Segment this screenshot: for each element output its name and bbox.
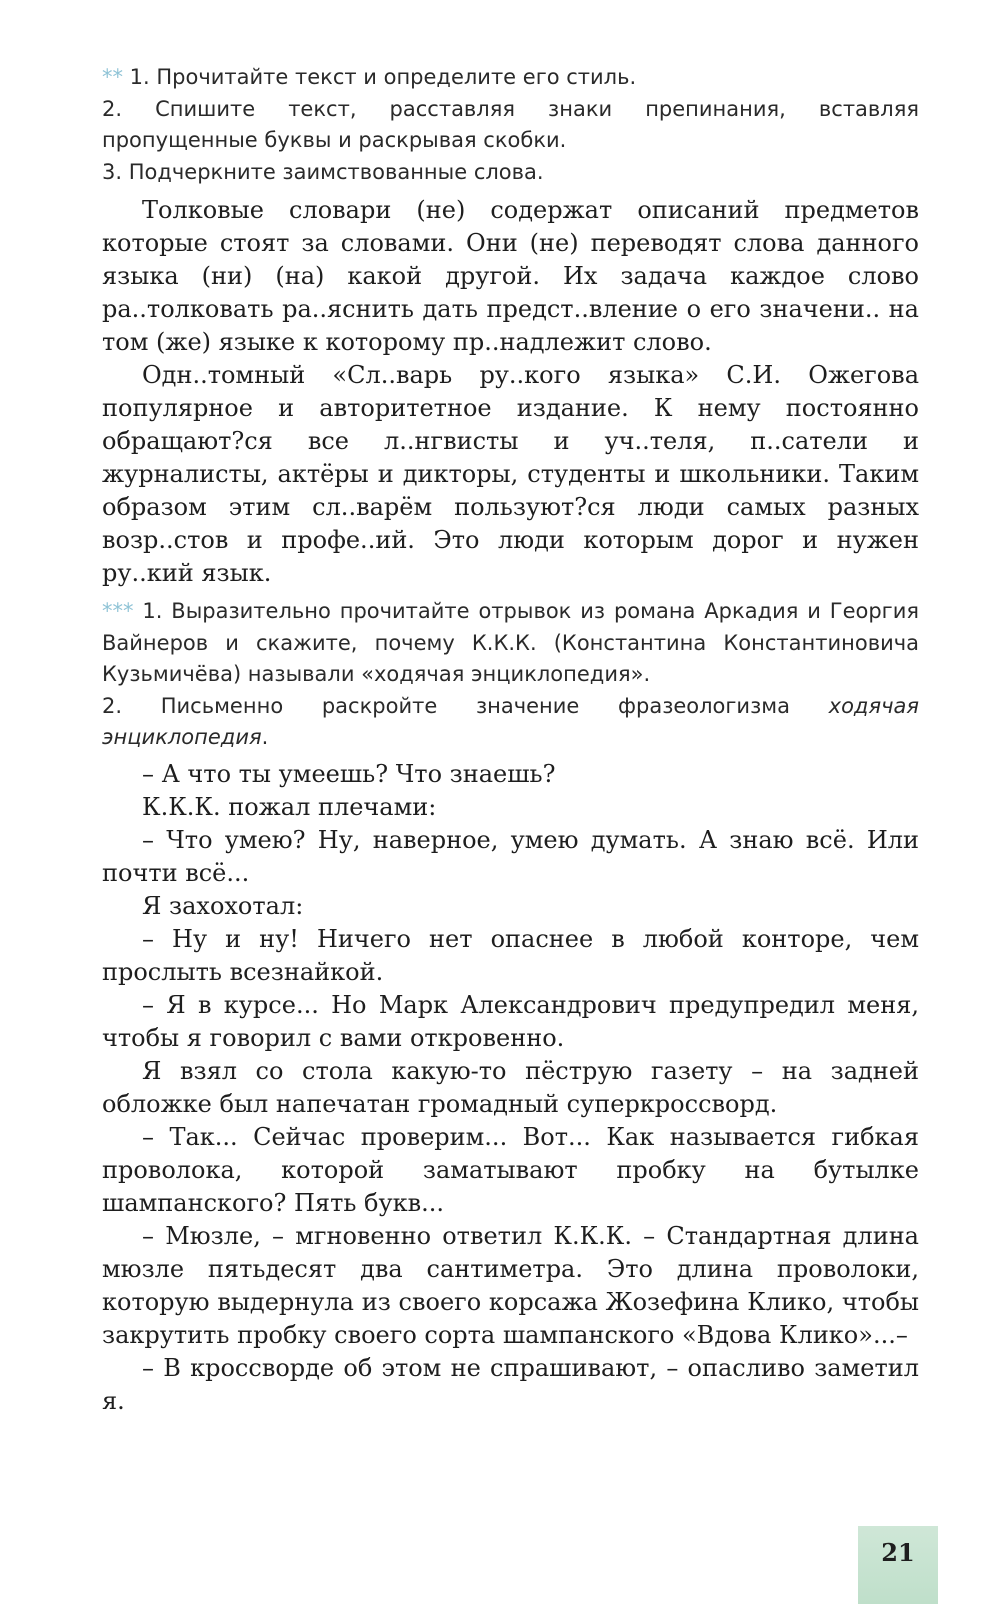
excerpt-line: – Я в курсе... Но Марк Александрович предупредил меня, чтобы я говорил с вами откровенно. [102,990,919,1052]
task-2-line-2: 2. Письменно раскройте значение фразеологизма ходячая энциклопедия. [102,693,919,749]
page-content [102,62,919,1418]
excerpt-line: – А что ты умеешь? Что знаешь? [142,759,556,788]
task-1-line-2: 2. Спишите текст, расставляя знаки препинания, вставляя пропущенные буквы и раскрывая скобки. [102,96,919,152]
phraseologism: ходячая энциклопедия [102,693,919,749]
excerpt-line: – Ну и ну! Ничего нет опаснее в любой конторе, чем прослыть всезнайкой. [102,924,919,986]
page-number: 21 [858,1526,938,1604]
excerpt-line: – Так... Сейчас проверим... Вот... Как называется гибкая проволока, которой заматывают пробку на бутылке шампанского? Пять букв... [102,1122,919,1217]
difficulty-stars: ** [102,65,123,89]
excerpt-line: Я захохотал: [142,891,304,920]
excerpt-line: – В кроссворде об этом не спрашивают, – опасливо заметил я. [102,1353,919,1415]
text-paragraph: Одн..томный «Сл..варь ру..кого языка» С.И. Ожегова популярное и авторитетное издание. К нему постоянно обращают?ся все л..нгвисты и уч..теля, п..сатели и журналисты, актёры и дикторы, студенты и школьники. Таким образом этим сл..варём пользуют?ся люди самых разных возр..стов и профе..ий. Это люди которым дорог и нужен ру..кий язык. [102,361,919,587]
text-paragraph: Толковые словари (не) содержат описаний предметов которые стоят за словами. Они (не) переводят слова данного языка (ни) (на) какой другой. Их задача каждое слово ра..толковать ра..яснить дать предст..вление о его значени.. на том (же) языке к которому пр..надлежит слово. [102,196,919,356]
task-1-line-3: 3. Подчеркните заимствованные слова. [102,159,544,184]
excerpt-line: – Что умею? Ну, наверное, умею думать. А знаю всё. Или почти всё... [102,825,919,887]
task-1-line-1: ** 1. Прочитайте текст и определите его стиль. [102,65,637,89]
difficulty-stars: *** [102,599,134,623]
excerpt-line: – Мюзле, – мгновенно ответил К.К.К. – Стандартная длина мюзле пятьдесят два сантиметра. Это длина проволоки, которую выдернула из своего корсажа Жозефина Клико, чтобы закрутить пробку своего сорта шампанского «Вдова Клико»...– [102,1221,919,1349]
excerpt-line: Я взял со стола какую-то пёструю газету – на задней обложке был напечатан громадный суперкроссворд. [102,1056,919,1118]
excerpt-line: К.К.К. пожал плечами: [142,792,437,821]
novel-excerpt [102,758,919,1418]
task-2-line-1: *** 1. Выразительно прочитайте отрывок из романа Аркадия и Георгия Вайнеров и скажите, почему К.К.К. (Константина Константиновича Кузьмичёва) называли «ходячая энциклопедия». [102,599,919,686]
